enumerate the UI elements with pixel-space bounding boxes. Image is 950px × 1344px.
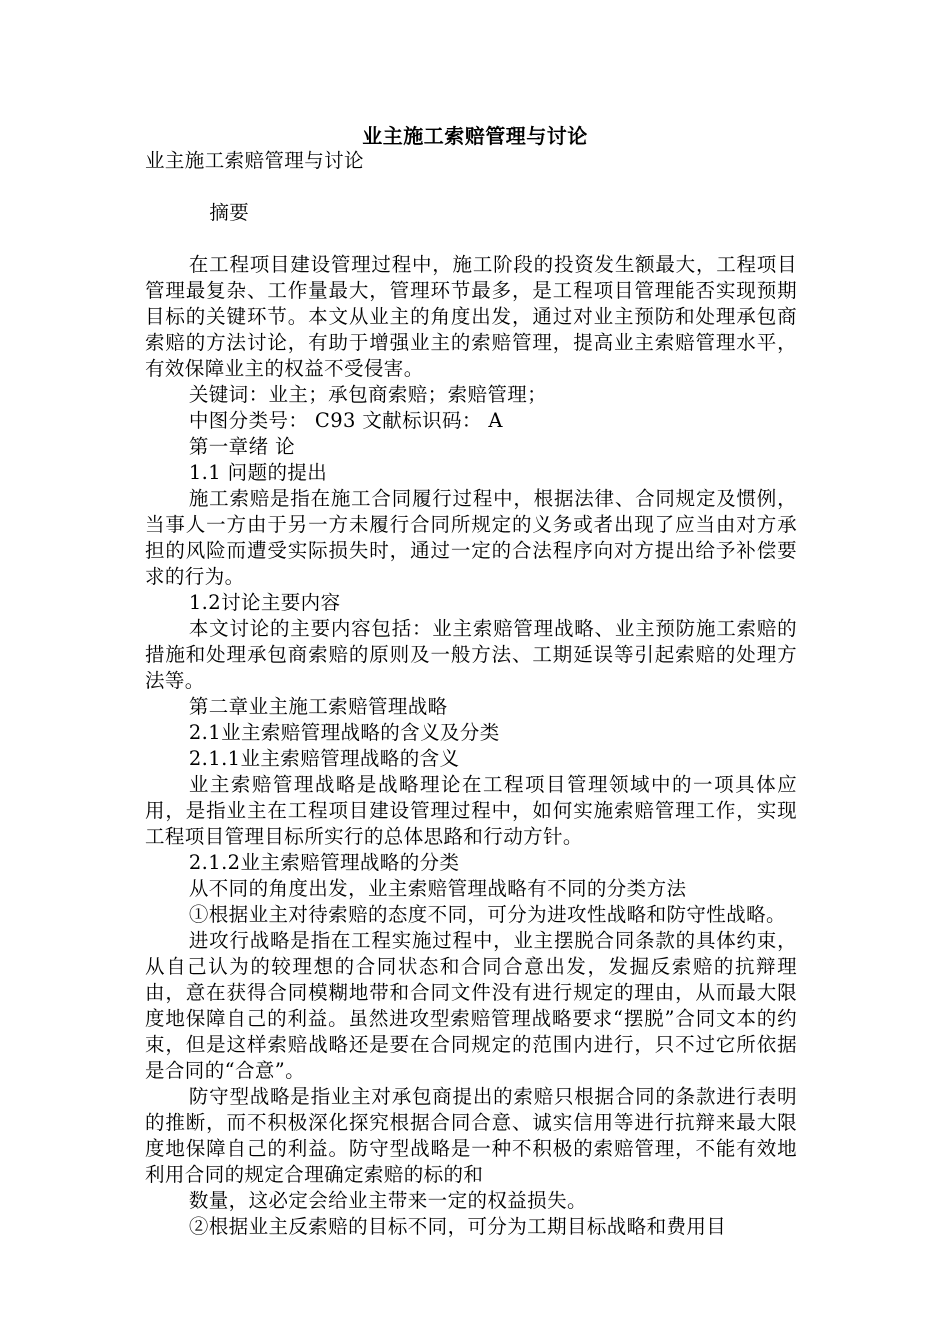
body-paragraph: ②根据业主反索赔的目标不同，可分为工期目标战略和费用目 [188,1215,727,1238]
body-paragraph: 业主索赔管理战略是战略理论在工程项目管理领域中的一项具体应用，是指业主在工程项目建设管理过程中，如何实施索赔管理工作，实现工程项目管理目标所实行的总体思路和行动方针。 [145,773,797,848]
classification-line: 中图分类号： C93 文献标识码： A [188,409,503,432]
document-body [145,148,797,1240]
chapter-1-heading: 第一章绪 论 [188,435,295,458]
body-paragraph: 施工索赔是指在施工合同履行过程中，根据法律、合同规定及惯例，当事人一方由于另一方未履行合同所规定的义务或者出现了应当由对方承担的风险而遭受实际损失时，通过一定的合法程序向对方提出给予补偿要求的行为。 [145,487,797,588]
body-paragraph: 进攻行战略是指在工程实施过程中，业主摆脱合同条款的具体约束，从自己认为的较理想的合同状态和合同合意出发，发掘反索赔的抗辩理由，意在获得合同模糊地带和合同文件没有进行规定的理由，从而最大限度地保障自己的利益。虽然进攻型索赔管理战略要求“摆脱”合同文本的约束，但是这样索赔战略还是要在合同规定的范围内进行，只不过它所依据是合同的“合意”。 [145,929,797,1082]
document-subtitle: 业主施工索赔管理与讨论 [145,149,364,172]
chapter-2-heading: 第二章业主施工索赔管理战略 [188,695,448,718]
section-2-1-2-heading: 2.1.2业主索赔管理战略的分类 [188,851,460,874]
body-paragraph: 数量，这必定会给业主带来一定的权益损失。 [188,1189,587,1212]
section-2-1-heading: 2.1业主索赔管理战略的含义及分类 [188,721,500,744]
section-2-1-1-heading: 2.1.1业主索赔管理战略的含义 [188,747,460,770]
body-paragraph: 从不同的角度出发，业主索赔管理战略有不同的分类方法 [188,877,687,900]
abstract-paragraph: 在工程项目建设管理过程中，施工阶段的投资发生额最大，工程项目管理最复杂、工作量最大，管理环节最多，是工程项目管理能否实现预期目标的关键环节。本文从业主的角度出发，通过对业主预防和处理承包商索赔的方法讨论，有助于增强业主的索赔管理，提高业主索赔管理水平，有效保障业主的权益不受侵害。 [145,253,797,380]
section-1-2-heading: 1.2讨论主要内容 [188,591,341,614]
body-paragraph: 防守型战略是指业主对承包商提出的索赔只根据合同的条款进行表明的推断，而不积极深化探究根据合同合意、诚实信用等进行抗辩来最大限度地保障自己的利益。防守型战略是一种不积极的索赔管理，不能有效地利用合同的规定合理确定索赔的标的和 [145,1085,797,1186]
document-title: 业主施工索赔管理与讨论 [362,124,588,148]
body-paragraph: 本文讨论的主要内容包括：业主索赔管理战略、业主预防施工索赔的措施和处理承包商索赔的原则及一般方法、工期延误等引起索赔的处理方法等。 [145,617,797,692]
section-1-1-heading: 1.1 问题的提出 [188,461,328,484]
keywords-line: 关键词：业主；承包商索赔；索赔管理； [188,383,548,406]
abstract-heading: 摘要 [209,201,250,224]
body-paragraph: ①根据业主对待索赔的态度不同，可分为进攻性战略和防守性战略。 [188,903,786,926]
